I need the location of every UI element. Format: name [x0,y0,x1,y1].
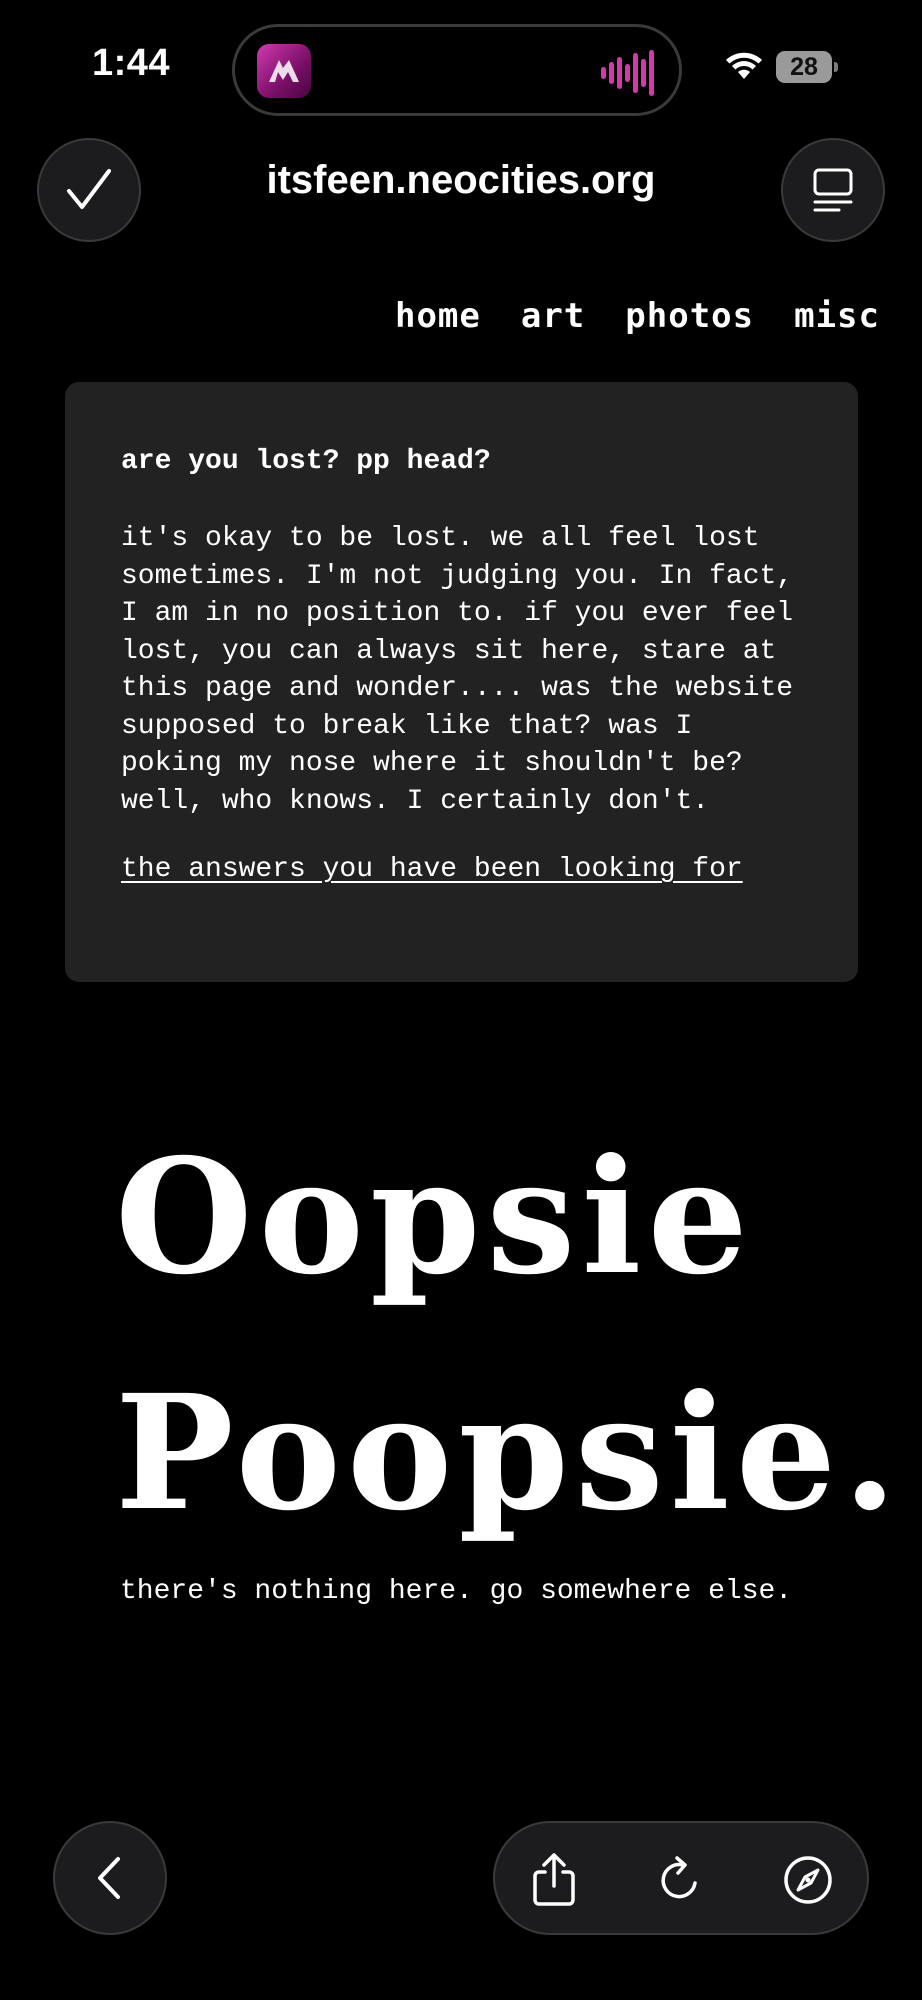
back-button[interactable] [53,1821,167,1935]
wifi-icon [724,52,764,86]
card-body: it's okay to be lost. we all feel lost sometimes. I'm not judging you. In fact, I am in no position to. if you ever feel lost, you can always sit here, stare at this page and wonder.... was the website supposed to break like that? was I poking my nose where it shouldn't be? well, who knows. I certainly don't. [121,523,794,817]
done-button[interactable] [37,138,141,242]
nav-home[interactable]: home [394,296,481,336]
nav-misc[interactable]: misc [794,296,880,336]
oopsie-heading [115,1100,904,1572]
music-app-icon [257,44,311,98]
lost-card [65,382,858,982]
share-button[interactable] [524,1850,584,1910]
status-time: 1:44 [92,42,171,84]
heading-line-1: Oopsie [115,1125,754,1310]
share-icon [531,1852,577,1908]
address-bar[interactable]: itsfeen.neocities.org [266,158,656,202]
site-nav [395,296,880,336]
tab-overview-icon [811,166,855,214]
checkmark-icon [64,165,114,215]
browser-action-bar [493,1821,869,1935]
reload-button[interactable] [650,1850,710,1910]
heading-line-2: Poopsie. [115,1361,904,1546]
reload-icon [655,1855,705,1905]
nav-photos[interactable]: photos [625,296,755,336]
card-title: are you lost? pp head? [121,446,491,477]
compass-icon [782,1854,834,1906]
dynamic-island[interactable] [232,24,682,116]
chevron-left-icon [90,1853,130,1903]
answers-link[interactable]: the answers you have been looking for [121,854,743,885]
tab-overview-button[interactable] [781,138,885,242]
battery-indicator: 28 [776,51,832,83]
compass-button[interactable] [778,1850,838,1910]
nav-art[interactable]: art [520,296,586,336]
footer-text: there's nothing here. go somewhere else. [120,1576,793,1607]
audio-waveform-icon [601,49,657,101]
